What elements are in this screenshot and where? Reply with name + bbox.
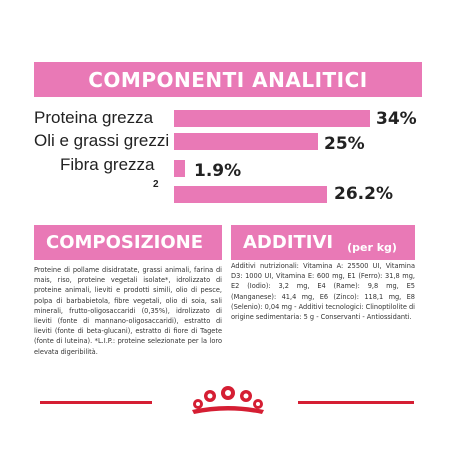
additives-text: Additivi nutrizionali: Vitamina A: 25500 UI, Vitamina D3: 1000 UI, Vitamina E: 600 mg, E1 (Ferro): 31,8 mg, E2 (Iodio): 3,2 mg, E4 (Rame): 9,8 mg, E5 (Manganese): 41,4 mg, E6 (Zinco): 118,1 mg, E8 (Selenio): 0,04 mg - Additivi tecnologici: Clinoptilolite di origine sedimentaria: 5 g - Conservanti - Antiossidanti. [231, 262, 415, 322]
composition-text: Proteine di pollame disidratate, grassi animali, farina di mais, riso, proteine vegetali isolate*, idrolizzato di proteine animali, lieviti e prodotti simili, olio di pesce, polpa di barbabietola, fibre vegetali, olio di soia, sali minerali, frutto-oligosaccaridi (0,35%), idrolizzato di lieviti (fonte di mannano-oligosaccaridi), estratto di lieviti (fonte di beta-glucani), estratto di fiore di Tagete (fonte di luteina). *L.I.P.: proteine selezionate per la loro elevata digeribilità. [34, 266, 222, 356]
analytics-label: Proteina grezza [34, 108, 154, 127]
analytics-value: 25% [324, 134, 365, 154]
analytics-title: COMPONENTI ANALITICI [88, 67, 368, 92]
analytics-label: Oli e grassi grezzi [34, 131, 170, 150]
analytics-value: 34% [376, 109, 417, 129]
analytics-row-protein [0, 108, 452, 128]
additives-header [231, 225, 415, 260]
additives-subtitle: (per kg) [347, 241, 397, 254]
additives-title: ADDITIVI [243, 232, 334, 253]
analytics-label: Fibra grezza [60, 155, 155, 174]
footer-divider-left [40, 401, 152, 404]
footer-divider-right [298, 401, 414, 404]
analytics-row-fiber [0, 155, 452, 181]
analytics-bar [174, 160, 185, 177]
composition-header [34, 225, 222, 260]
analytics-banner [34, 62, 422, 97]
analytics-value: 1.9% [194, 161, 242, 181]
analytics-row-4 [0, 179, 452, 204]
composition-title: COMPOSIZIONE [46, 232, 203, 253]
analytics-bar [174, 133, 318, 150]
analytics-value: 26.2% [334, 184, 393, 204]
analytics-label: 2 [153, 179, 159, 190]
analytics-row-fats [0, 131, 452, 154]
analytics-bar [174, 110, 370, 127]
royal-canin-crown-icon [158, 384, 298, 416]
analytics-bar [174, 186, 327, 203]
